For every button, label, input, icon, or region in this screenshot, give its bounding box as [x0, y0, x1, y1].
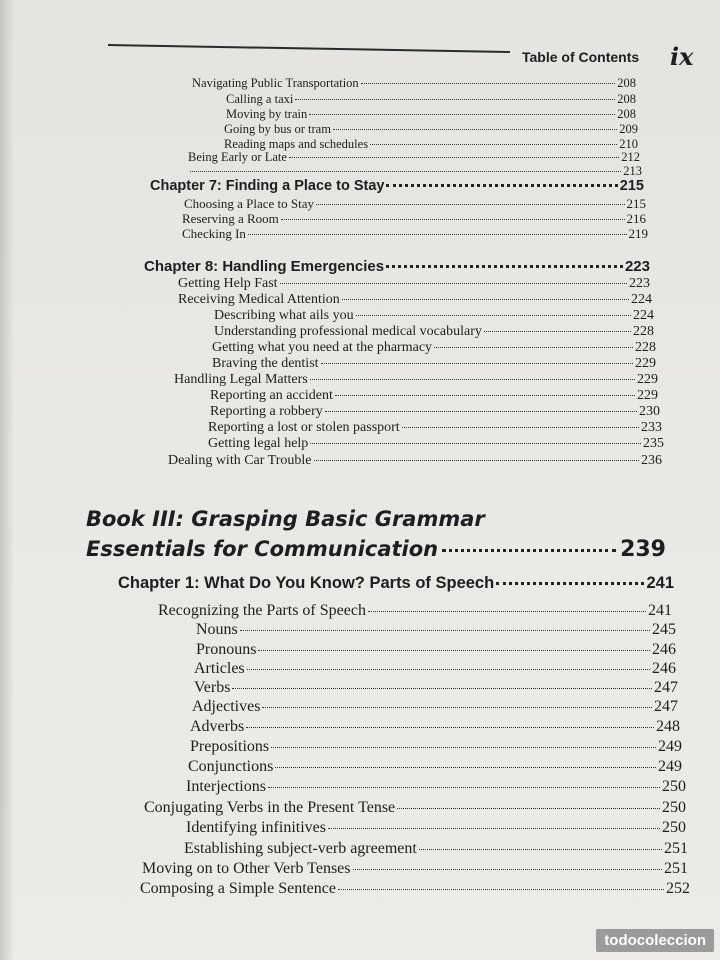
toc-entry-label: Braving the dentist	[212, 356, 319, 371]
toc-entry-page: 228	[633, 324, 654, 339]
toc-entry-page: 229	[637, 372, 658, 387]
toc-entry	[188, 758, 682, 776]
dot-leader	[342, 299, 629, 300]
toc-entry-label: Interjections	[186, 778, 266, 795]
book-title-line1: Book III: Grasping Basic Grammar	[86, 507, 485, 531]
toc-entry-label: Going by bus or tram	[224, 122, 331, 136]
dot-leader	[368, 611, 646, 612]
chapter-heading-page: 241	[646, 574, 674, 592]
toc-entry-label: Understanding professional medical vocabulary	[214, 324, 482, 339]
dot-leader	[262, 707, 652, 708]
dot-leader	[484, 331, 631, 332]
toc-entry-page: 230	[639, 404, 660, 419]
toc-entry	[178, 292, 652, 308]
dot-leader	[356, 315, 631, 316]
toc-entry-page: 246	[652, 641, 676, 658]
dot-leader	[335, 395, 635, 396]
toc-entry	[192, 698, 678, 716]
toc-entry	[226, 107, 636, 122]
toc-entry-label: Conjunctions	[188, 758, 274, 775]
toc-entry-label: Reporting a robbery	[210, 404, 323, 419]
dot-leader	[316, 204, 625, 205]
dot-leader	[275, 767, 656, 768]
dot-leader	[281, 219, 625, 220]
header-section-title: Table of Contents	[522, 49, 640, 65]
toc-entry-page: 249	[658, 738, 682, 755]
toc-entry-label: Conjugating Verbs in the Present Tense	[144, 799, 396, 816]
chapter-heading	[144, 258, 650, 275]
toc-entry	[142, 860, 688, 878]
toc-entry-page: 212	[621, 150, 640, 164]
toc-entry	[188, 150, 640, 165]
toc-entry-page: 245	[652, 621, 676, 638]
toc-entry-page: 210	[619, 137, 638, 151]
dot-leader	[248, 234, 627, 235]
toc-entry-page: 247	[654, 698, 678, 715]
chapter-heading-page: 223	[624, 258, 650, 275]
toc-entry	[214, 308, 654, 324]
dot-leader	[314, 460, 640, 461]
toc-entry-page: 235	[643, 436, 664, 451]
toc-entry	[192, 76, 636, 91]
toc-entry	[190, 718, 680, 736]
toc-entry	[184, 840, 688, 858]
toc-entry	[208, 436, 664, 452]
toc-entry	[194, 660, 676, 678]
book-heading	[86, 504, 666, 565]
dot-leader	[321, 363, 633, 364]
toc-entry-page: 250	[662, 819, 686, 836]
dot-leader	[361, 83, 616, 84]
book-title-line2: Essentials for Communication	[86, 537, 439, 561]
toc-entry-page: 249	[658, 758, 682, 775]
toc-entry	[196, 641, 676, 659]
dot-leader	[310, 379, 635, 380]
toc-entry	[174, 372, 658, 388]
toc-entry-label: Recognizing the Parts of Speech	[158, 602, 366, 619]
toc-entry-page: 247	[654, 679, 678, 696]
toc-entry-label: Receiving Medical Attention	[178, 292, 340, 307]
toc-entry	[226, 92, 636, 107]
toc-entry	[144, 799, 686, 817]
dot-leader	[353, 869, 663, 870]
toc-entry-page: 229	[635, 356, 656, 371]
toc-entry	[212, 340, 656, 356]
dot-leader	[434, 347, 633, 348]
dot-leader	[397, 808, 660, 809]
toc-entry-page: 224	[631, 292, 652, 307]
toc-entry-label: Reading maps and schedules	[224, 137, 369, 151]
toc-entry-page: 209	[619, 122, 638, 136]
toc-entry	[210, 404, 660, 420]
toc-entry-label: Calling a taxi	[226, 92, 294, 106]
toc-entry-label: Getting legal help	[208, 436, 309, 451]
toc-entry	[178, 276, 650, 292]
dot-leader	[338, 889, 664, 890]
toc-entry-page: 229	[637, 388, 658, 403]
toc-entry-page: 208	[617, 76, 636, 90]
toc-entry-page: 246	[652, 660, 676, 677]
toc-entry-page: 252	[666, 880, 690, 897]
chapter-heading-label: Chapter 7: Finding a Place to Stay	[150, 178, 385, 194]
toc-entry-label: Moving by train	[226, 107, 308, 121]
toc-entry-page: 216	[626, 211, 646, 226]
dot-leader	[370, 144, 617, 145]
dot-leader	[442, 549, 616, 552]
toc-entry-label: Reserving a Room	[182, 211, 279, 226]
toc-entry-page: 213	[623, 164, 642, 178]
toc-entry-label: Adverbs	[190, 718, 245, 735]
dot-leader	[333, 129, 617, 130]
toc-entry	[168, 453, 662, 469]
toc-entry-page: 251	[664, 840, 688, 857]
watermark-logo: todocoleccion	[596, 929, 714, 952]
toc-entry-label: Reporting an accident	[210, 388, 333, 403]
chapter-heading-page: 215	[619, 178, 644, 194]
toc-entry-page: 236	[641, 453, 662, 468]
toc-entry	[194, 679, 678, 697]
toc-entry-label: Nouns	[196, 621, 238, 638]
toc-entry-page: 228	[635, 340, 656, 355]
dot-leader	[310, 443, 641, 444]
toc-entry-label: Getting what you need at the pharmacy	[212, 340, 433, 355]
toc-entry-label: Adjectives	[192, 698, 261, 715]
chapter-heading-label: Chapter 1: What Do You Know? Parts of Speech	[118, 574, 495, 592]
toc-entry	[224, 122, 638, 137]
dot-leader	[247, 669, 650, 670]
toc-entry-label: Describing what ails you	[214, 308, 354, 323]
toc-entry	[184, 196, 646, 212]
dot-leader	[268, 787, 660, 788]
toc-entry	[186, 819, 686, 837]
toc-entry	[210, 388, 658, 404]
toc-entry	[196, 621, 676, 639]
toc-entry-page: 215	[626, 196, 646, 211]
dot-leader	[386, 184, 617, 187]
chapter-heading	[150, 178, 644, 194]
dot-leader	[240, 630, 650, 631]
chapter-heading-label: Chapter 8: Handling Emergencies	[144, 258, 385, 275]
toc-entry-label: Verbs	[194, 679, 231, 696]
toc-entry-page: 251	[664, 860, 688, 877]
toc-entry	[214, 324, 654, 340]
toc-entry-label: Getting Help Fast	[178, 276, 278, 291]
toc-entry	[158, 602, 672, 620]
toc-entry	[212, 356, 656, 372]
dot-leader	[232, 688, 652, 689]
toc-entry-page: 208	[617, 107, 636, 121]
header-page-number: ix	[670, 42, 694, 71]
dot-leader	[271, 747, 656, 748]
book-page-number: 239	[620, 537, 666, 562]
dot-leader	[402, 427, 639, 428]
dot-leader	[258, 650, 650, 651]
toc-entry-label: Navigating Public Transportation	[192, 76, 359, 90]
toc-entry-page: 223	[629, 276, 650, 291]
dot-leader	[190, 171, 621, 172]
toc-entry-label: Checking In	[182, 226, 246, 241]
dot-leader	[309, 114, 615, 115]
chapter-heading	[118, 574, 674, 593]
toc-entry	[208, 420, 662, 436]
dot-leader	[325, 411, 637, 412]
dot-leader	[328, 828, 660, 829]
toc-entry-label: Pronouns	[196, 641, 257, 658]
toc-entry-page: 250	[662, 778, 686, 795]
toc-entry-label: Being Early or Late	[188, 150, 287, 164]
toc-entry-label: Articles	[194, 660, 245, 677]
toc-entry-label: Identifying infinitives	[186, 819, 326, 836]
toc-entry-page: 219	[628, 226, 648, 241]
dot-leader	[280, 283, 627, 284]
toc-entry	[190, 738, 682, 756]
dot-leader	[295, 99, 615, 100]
toc-entry-page: 208	[617, 92, 636, 106]
toc-entry-label: Choosing a Place to Stay	[184, 196, 314, 211]
toc-entry-page: 248	[656, 718, 680, 735]
toc-entry-label: Handling Legal Matters	[174, 372, 308, 387]
toc-entry-label: Establishing subject-verb agreement	[184, 840, 417, 857]
toc-entry-label: Dealing with Car Trouble	[168, 453, 312, 468]
toc-entry	[182, 211, 646, 227]
toc-entry-page: 241	[648, 602, 672, 619]
toc-entry-label: Composing a Simple Sentence	[140, 880, 336, 897]
toc-entry-page: 224	[633, 308, 654, 323]
dot-leader	[246, 727, 654, 728]
toc-entry	[140, 880, 690, 898]
toc-entry	[182, 226, 648, 242]
dot-leader	[496, 582, 644, 585]
dot-leader	[419, 849, 662, 850]
toc-entry-label: Prepositions	[190, 738, 270, 755]
dot-leader	[289, 157, 619, 158]
toc-entry	[186, 778, 686, 796]
toc-entry-page: 233	[641, 420, 662, 435]
dot-leader	[386, 265, 623, 268]
toc-entry	[188, 164, 642, 179]
toc-entry-page: 250	[662, 799, 686, 816]
toc-entry-label: Moving on to Other Verb Tenses	[142, 860, 351, 877]
toc-entry-label: Reporting a lost or stolen passport	[208, 420, 400, 435]
